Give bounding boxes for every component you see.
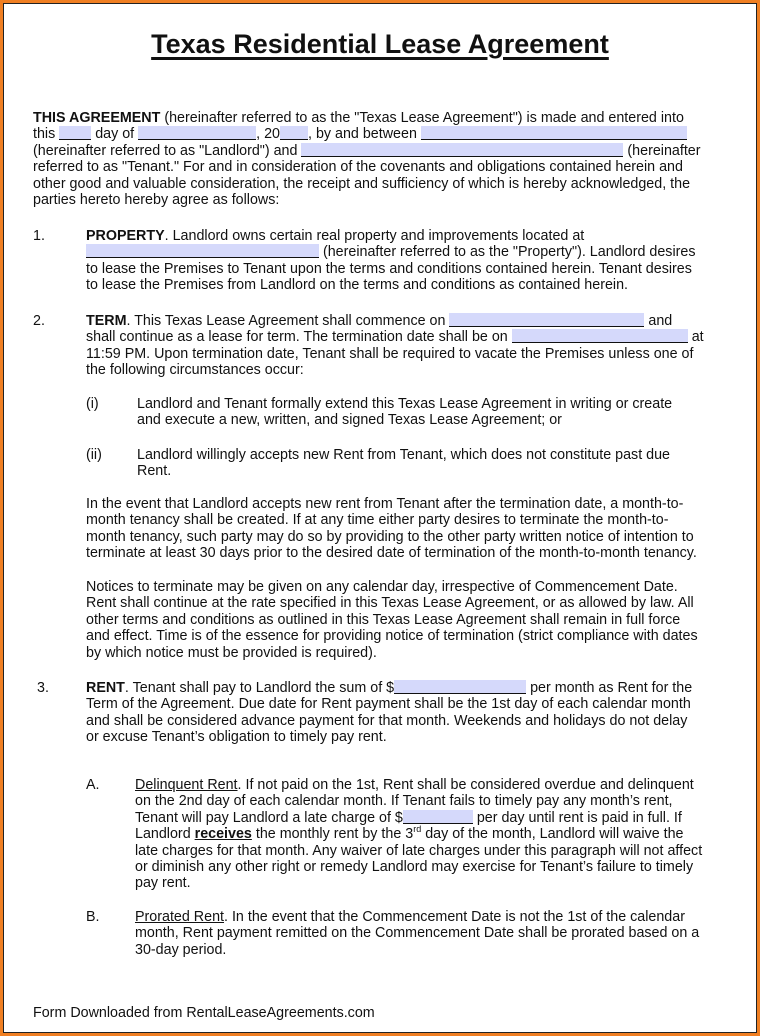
prorated-rent-clause: Prorated Rent. In the event that the Commencement Date is not the 1st of the calendar month, Rent payment remitted on the Commencement Date shall be prorated based on a 30-day period. xyxy=(135,909,700,958)
year-field[interactable] xyxy=(280,126,308,140)
late-charge-field[interactable] xyxy=(403,810,473,824)
notice-paragraph: Notices to terminate may be given on any calendar day, irrespective of Commencement Date. Rent shall continue at the rate specified in this Texas Lease Agreement, or as allowed by law. All other terms and conditions as outlined in this Texas Lease Agreement shall remain in full force and effect. Time is of the essence for providing notice of termination (strict compliance with dates by which notice must be provided is required). xyxy=(86,579,698,661)
section-number: 1. xyxy=(33,228,45,244)
section-property: PROPERTY. Landlord owns certain real property and improvements located at (hereinafter referred to as the "Property"). Landlord desires to lease the Premises to Tenant upon the terms and conditions contained herein. Tenant desires to lease the Premises from Landlord on the terms and conditions as contained herein. xyxy=(86,228,696,294)
month-field[interactable] xyxy=(138,126,256,140)
termination-date-field[interactable] xyxy=(512,329,688,343)
item-number: B. xyxy=(86,909,100,925)
tenant-name-field[interactable] xyxy=(301,143,623,157)
item-number: A. xyxy=(86,777,100,793)
document-page xyxy=(3,3,757,1033)
item-number: (i) xyxy=(86,396,99,412)
commence-date-field[interactable] xyxy=(449,313,644,327)
section-number: 3. xyxy=(37,680,49,696)
day-field[interactable] xyxy=(59,126,91,140)
landlord-name-field[interactable] xyxy=(421,126,687,140)
rent-amount-field[interactable] xyxy=(394,680,526,694)
footer-source: Form Downloaded from RentalLeaseAgreements.com xyxy=(33,1005,375,1021)
delinquent-rent-clause: Delinquent Rent. If not paid on the 1st, Rent shall be considered overdue and delinquent on the 2nd day of each calendar month. If Tenant fails to timely pay any month’s rent, Tenant will pay Landlord a late charge of $ per day until rent is paid in full. If Landlord receives the monthly rent by the 3rd day of the month, Landlord will waive the late charges for that month. Any waiver of late charges under this paragraph will not affect or diminish any other right or remedy Landlord may exercise for Tenant’s failure to timely pay rent. xyxy=(135,777,703,892)
term-item-i: Landlord and Tenant formally extend this Texas Lease Agreement in writing or create and execute a new, written, and signed Texas Lease Agreement; or xyxy=(137,396,673,429)
holdover-paragraph: In the event that Landlord accepts new rent from Tenant after the termination date, a month-to- month tenancy shall be created. If at any time either party desires to terminate the month-to- month tenancy, such party may do so by providing to the other party written notice of intention to terminate at least 30 days prior to the desired date of termination of the month-to-month tenancy. xyxy=(86,496,697,562)
item-number: (ii) xyxy=(86,447,102,463)
term-item-ii: Landlord willingly accepts new Rent from Tenant, which does not constitute past due Rent. xyxy=(137,447,670,480)
property-address-field[interactable] xyxy=(86,244,319,258)
section-number: 2. xyxy=(33,313,45,329)
document-title: Texas Residential Lease Agreement xyxy=(151,29,609,59)
intro-paragraph: THIS AGREEMENT (hereinafter referred to as the "Texas Lease Agreement") is made and entered into this day of , 20 , by and between (hereinafter referred to as "Landlord") and (hereinafter referred to as "Tenant." For and in consideration of the covenants and obligations contained herein and other good and valuable consideration, the receipt and sufficiency of which is hereby acknowledged, the parties hereto hereby agree as follows: xyxy=(33,110,701,208)
section-term: TERM. This Texas Lease Agreement shall commence on and shall continue as a lease for term. The termination date shall be on at 11:59 PM. Upon termination date, Tenant shall be required to vacate the Premises unless one of the following circumstances occur: xyxy=(86,313,704,379)
section-rent: RENT. Tenant shall pay to Landlord the sum of $ per month as Rent for the Term of the Agreement. Due date for Rent payment shall be the 1st day of each calendar month and shall be considered advance payment for that month. Weekends and holidays do not delay or excuse Tenant’s obligation to timely pay rent. xyxy=(86,680,693,746)
